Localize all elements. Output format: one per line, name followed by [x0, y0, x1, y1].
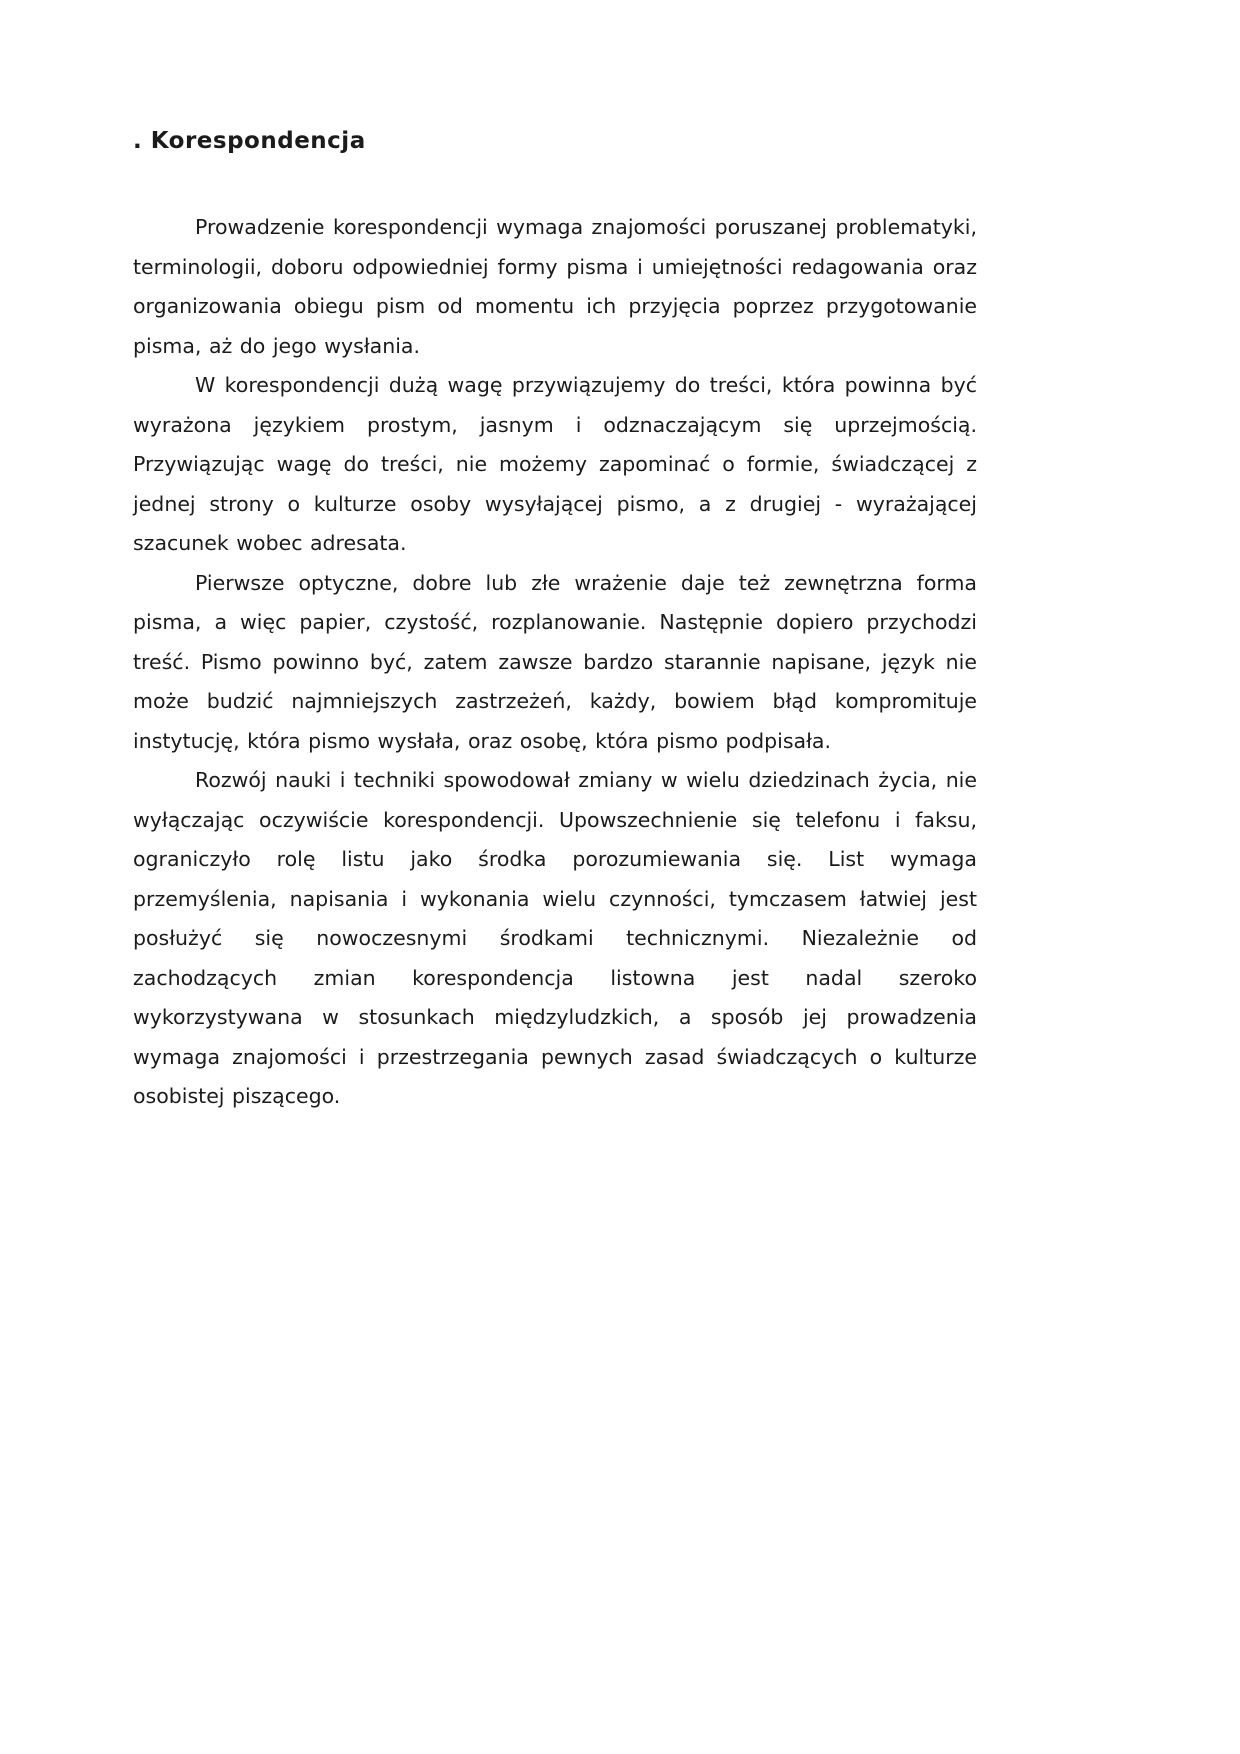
- paragraph-1: Prowadzenie korespondencji wymaga znajomości poruszanej problematyki, terminologii, doboru odpowiedniej formy pisma i umiejętności redagowania oraz organizowania obiegu pism od momentu ich przyjęcia poprzez przygotowanie pisma, aż do jego wysłania.: [133, 215, 977, 358]
- paragraph-2: W korespondencji dużą wagę przywiązujemy do treści, która powinna być wyrażona językiem prostym, jasnym i odznaczającym się uprzejmością. Przywiązując wagę do treści, nie możemy zapominać o formie, świadczącej z jednej strony o kulturze osoby wysyłającej pismo, a z drugiej - wyrażającej szacunek wobec adresata.: [133, 373, 977, 555]
- document-heading: . Korespondencja: [133, 128, 366, 154]
- document-body: [133, 208, 977, 1117]
- paragraph-3: Pierwsze optyczne, dobre lub złe wrażenie daje też zewnętrzna forma pisma, a więc papier, czystość, rozplanowanie. Następnie dopiero przychodzi treść. Pismo powinno być, zatem zawsze bardzo starannie napisane, język nie może budzić najmniejszych zastrzeżeń, każdy, bowiem błąd kompromituje instytucję, która pismo wysłała, oraz osobę, która pismo podpisała.: [133, 570, 977, 753]
- paragraph-4: Rozwój nauki i techniki spowodował zmiany w wielu dziedzinach życia, nie wyłączając oczywiście korespondencji. Upowszechnienie się telefonu i faksu, ograniczyło rolę listu jako środka porozumiewania się. List wymaga przemyślenia, napisania i wykonania wielu czynności, tymczasem łatwiej jest posłużyć się nowoczesnymi środkami technicznymi. Niezależnie od zachodzących zmian korespondencja listowna jest nadal szeroko wykorzystywana w stosunkach międzyludzkich, a sposób jej prowadzenia wymaga znajomości i przestrzegania pewnych zasad świadczących o kulturze osobistej piszącego.: [133, 768, 977, 1108]
